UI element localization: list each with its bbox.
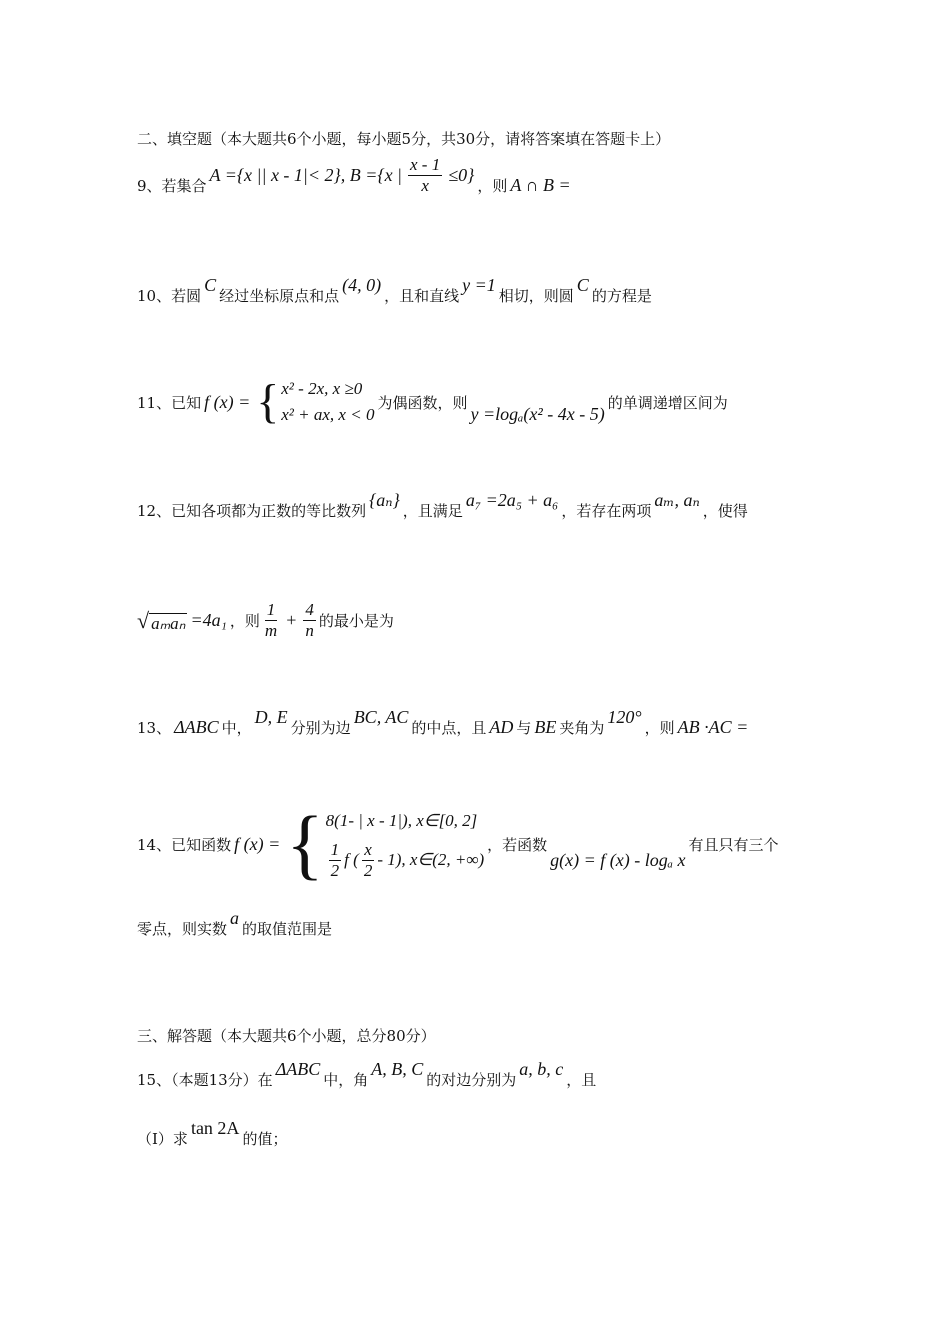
fraction-numerator: x - 1 — [410, 155, 441, 174]
math: AD — [489, 717, 514, 737]
case-2 — [326, 840, 484, 881]
fraction-numerator: x — [364, 839, 372, 859]
math: g(x) = f (x) - logₐ x — [550, 849, 686, 870]
math: BC, AC — [353, 707, 409, 727]
text: ，则 — [644, 719, 675, 737]
text: 的对边分别为 — [426, 1071, 517, 1089]
math: 120° — [607, 707, 642, 727]
piecewise — [286, 800, 485, 887]
math: tan 2A — [190, 1118, 240, 1138]
math: a, b, c — [519, 1059, 564, 1079]
math: C — [204, 275, 217, 295]
math: - 1), x∈(2, +∞) — [377, 850, 485, 869]
fraction-numerator: 1 — [330, 839, 340, 859]
math: f ( — [344, 850, 359, 869]
piecewise — [256, 376, 374, 428]
text: 零点，则实数 — [137, 920, 228, 938]
text: 中， — [221, 719, 252, 737]
math: (4, 0) — [342, 275, 382, 295]
sqrt-expression — [137, 608, 187, 634]
question-9-intersection: A ∩ B = — [510, 175, 571, 195]
math: AB ·AC = — [677, 717, 749, 737]
text: （Ⅰ）求 — [137, 1130, 188, 1148]
math: y =logₐ(x² - 4x - 5) — [470, 403, 605, 424]
question-10 — [137, 275, 652, 306]
question-14 — [137, 800, 779, 887]
fraction-denominator: 2 — [363, 860, 373, 880]
math: a — [230, 908, 240, 928]
question-13 — [137, 707, 751, 738]
sqrt-icon: √ — [137, 607, 150, 633]
text: 与 — [516, 719, 532, 737]
fraction-denominator: n — [305, 621, 314, 640]
section2-heading: 二、填空题（本大题共6个小题，每小题5分，共30分，请将答案填在答题卡上） — [137, 130, 671, 148]
fraction-numerator: 1 — [266, 600, 276, 619]
question-12-continued — [137, 600, 394, 641]
math: C — [576, 275, 589, 295]
question-9-sets: A ={x || x - 1|< 2}, B ={x | — [209, 165, 403, 185]
fraction-denominator: m — [264, 621, 278, 640]
sqrt-content: aₘaₙ — [151, 613, 186, 633]
question-14-number: 14、已知函数 — [137, 835, 232, 854]
math: A, B, C — [371, 1059, 424, 1079]
fraction-denominator: x — [421, 176, 429, 195]
math: ΔABC — [174, 717, 219, 737]
text: ，且 — [566, 1071, 597, 1089]
question-15-number: 15、（本题13分）在 — [137, 1071, 273, 1089]
math: D, E — [254, 707, 288, 727]
math: ΔABC — [275, 1059, 321, 1079]
fraction-2 — [303, 600, 316, 641]
question-12 — [137, 490, 748, 521]
plus: + — [285, 610, 298, 630]
question-12-number: 12、已知各项都为正数的等比数列 — [137, 502, 367, 520]
text: 的单调递增区间为 — [607, 393, 728, 412]
section3-heading: 三、解答题（本大题共6个小题，总分80分） — [137, 1027, 436, 1045]
math: y =1 — [462, 275, 496, 295]
text: 经过坐标原点和点 — [219, 287, 340, 305]
text: ，若函数 — [487, 835, 548, 854]
question-13-number: 13、 — [137, 719, 172, 737]
text: 的中点，且 — [411, 719, 487, 737]
math: BE — [534, 717, 557, 737]
case-1: 8(1- | x - 1|), x∈[0, 2] — [325, 810, 478, 830]
question-11 — [137, 376, 728, 428]
fraction-numerator: 4 — [305, 600, 314, 619]
case-1: x² - 2x, x ≥0 — [281, 379, 363, 398]
math: =4a₁ — [190, 610, 227, 630]
text: ，若存在两项 — [561, 502, 652, 520]
brace-icon: { — [256, 375, 280, 428]
question-9-sets-end: ≤0} — [448, 165, 475, 185]
text: 的最小是为 — [318, 612, 394, 630]
text: 为偶函数，则 — [377, 393, 468, 412]
text: ，则 — [229, 612, 260, 630]
math: aₘ, aₙ — [654, 490, 700, 510]
math: a₇ =2a₅ + a₆ — [465, 490, 559, 510]
fraction — [362, 840, 375, 881]
question-10-number: 10、若圆 — [137, 287, 202, 305]
math: f (x) = — [234, 833, 281, 854]
text: 中，角 — [323, 1071, 369, 1089]
question-9-number: 9、若集合 — [137, 177, 207, 195]
math: f (x) = — [204, 391, 251, 412]
text: 有且只有三个 — [688, 835, 779, 854]
text: 的取值范围是 — [242, 920, 333, 938]
fraction-1 — [263, 600, 279, 641]
question-15-part-1 — [137, 1118, 288, 1149]
text: 夹角为 — [559, 719, 605, 737]
question-9-text: ，则 — [477, 177, 508, 195]
question-14-continued — [137, 908, 333, 939]
fraction — [329, 840, 342, 881]
text: 分别为边 — [290, 719, 351, 737]
math: {aₙ} — [369, 490, 400, 510]
question-11-number: 11、已知 — [137, 393, 202, 412]
case-2: x² + ax, x < 0 — [281, 405, 375, 424]
fraction-denominator: 2 — [330, 860, 340, 880]
text: ，且和直线 — [384, 287, 460, 305]
question-9-fraction — [408, 155, 442, 196]
text: 相切，则圆 — [498, 287, 574, 305]
text: 的方程是 — [591, 287, 652, 305]
brace-icon: { — [286, 800, 324, 887]
text: 的值； — [242, 1130, 288, 1148]
question-9 — [137, 155, 574, 206]
text: ，且满足 — [402, 502, 463, 520]
text: ，使得 — [702, 502, 748, 520]
question-15 — [137, 1059, 597, 1090]
